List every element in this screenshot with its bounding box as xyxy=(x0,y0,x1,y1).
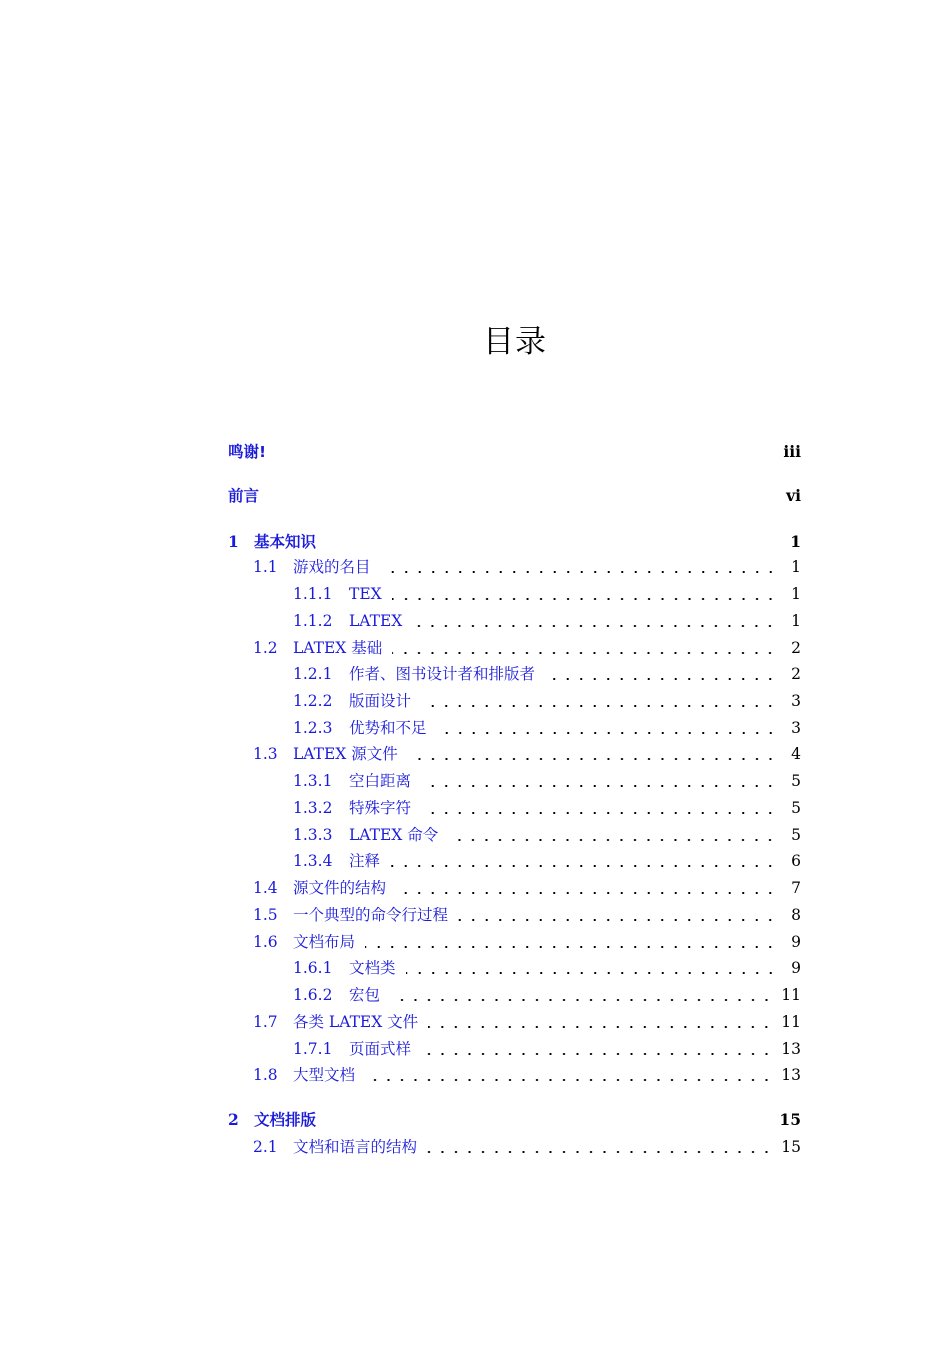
toc-entry[interactable] xyxy=(293,770,801,792)
dot-leader xyxy=(390,865,777,867)
toc-entry-number: 2 xyxy=(228,1110,239,1129)
dot-leader xyxy=(427,1151,773,1153)
toc-page-number: 3 xyxy=(791,719,801,737)
toc-entry[interactable] xyxy=(293,1038,801,1060)
toc-page-number: 2 xyxy=(791,639,801,657)
dot-leader xyxy=(408,758,777,760)
toc-entry-number: 1.2.1 xyxy=(293,665,333,683)
toc-entry-link[interactable]: 一个典型的命令行过程 xyxy=(293,906,449,924)
toc-entry-number: 1.4 xyxy=(253,879,278,897)
toc-entry-link[interactable]: 宏包 xyxy=(349,986,381,1004)
toc-entry-link[interactable]: 前言 xyxy=(228,487,260,505)
toc-entry-link[interactable]: 文档排版 xyxy=(254,1111,317,1129)
toc-entry-number: 1.7.1 xyxy=(293,1040,333,1058)
toc-page-number: 2 xyxy=(791,665,801,683)
toc-entry[interactable] xyxy=(253,904,801,926)
dot-leader xyxy=(365,1079,773,1081)
toc-page-number: 15 xyxy=(781,1138,801,1156)
dot-leader xyxy=(448,839,777,841)
toc-entry-link[interactable]: 版面设计 xyxy=(349,692,412,710)
toc-page-number: 3 xyxy=(791,692,801,710)
toc-page-number: 13 xyxy=(781,1066,801,1084)
toc-entry-link[interactable]: 文档和语言的结构 xyxy=(293,1138,418,1156)
toc-entry-number: 1.1.2 xyxy=(293,612,333,630)
toc-entry[interactable] xyxy=(253,1064,801,1086)
toc-entry[interactable] xyxy=(293,824,801,846)
toc-entry-number: 1.1 xyxy=(253,558,278,576)
toc-page-number: 11 xyxy=(781,1013,801,1031)
toc-entry[interactable] xyxy=(253,637,801,659)
dot-leader xyxy=(428,1026,773,1028)
toc-entry[interactable] xyxy=(228,441,801,463)
dot-leader xyxy=(421,1053,773,1055)
toc-entry-number: 1.3.4 xyxy=(293,852,333,870)
toc-entry-link[interactable]: 文档类 xyxy=(349,959,396,977)
toc-entry[interactable] xyxy=(253,556,801,578)
toc-entry-link[interactable]: 大型文档 xyxy=(293,1066,356,1084)
toc-entry[interactable] xyxy=(293,984,801,1006)
dot-leader xyxy=(365,946,777,948)
toc-entry-number: 1.3 xyxy=(253,745,278,763)
toc-page-number: 4 xyxy=(791,745,801,763)
dot-leader xyxy=(421,705,777,707)
toc-entry[interactable] xyxy=(228,531,801,553)
toc-entry[interactable] xyxy=(293,957,801,979)
dot-leader xyxy=(392,598,777,600)
toc-page-number: 5 xyxy=(791,772,801,790)
dot-leader xyxy=(381,571,777,573)
toc-entry-link[interactable]: LATEX 命令 xyxy=(349,826,439,844)
toc-entry-number: 1.6.1 xyxy=(293,959,333,977)
toc-entry[interactable] xyxy=(293,797,801,819)
dot-leader xyxy=(545,678,777,680)
toc-entry[interactable] xyxy=(253,1011,801,1033)
toc-entry[interactable] xyxy=(253,1136,801,1158)
toc-entry-number: 1.6.2 xyxy=(293,986,333,1004)
dot-leader xyxy=(392,652,777,654)
toc-page-number: 1 xyxy=(791,585,801,603)
dot-leader xyxy=(437,732,777,734)
toc-page-number: 9 xyxy=(791,933,801,951)
toc-entry-link[interactable]: 各类 LATEX 文件 xyxy=(293,1013,419,1031)
toc-entry-link[interactable]: 鸣谢! xyxy=(228,443,267,461)
toc-entry[interactable] xyxy=(253,931,801,953)
toc-entry-number: 1.7 xyxy=(253,1013,278,1031)
toc-entry-link[interactable]: 页面式样 xyxy=(349,1040,412,1058)
page-title: 目录 xyxy=(483,324,547,360)
toc-entry[interactable] xyxy=(253,743,801,765)
toc-page-number: 5 xyxy=(791,826,801,844)
toc-entry-link[interactable]: 基本知识 xyxy=(254,533,317,551)
toc-entry-link[interactable]: 文档布局 xyxy=(293,933,356,951)
toc-entry-number: 1.3.3 xyxy=(293,826,333,844)
toc-entry-link[interactable]: LATEX 基础 xyxy=(293,639,383,657)
toc-entry[interactable] xyxy=(228,485,801,507)
toc-page-number: 11 xyxy=(781,986,801,1004)
toc-page-number: 13 xyxy=(781,1040,801,1058)
toc-page-number: 9 xyxy=(791,959,801,977)
toc-entry[interactable] xyxy=(293,583,801,605)
toc-entry-number: 1.3.1 xyxy=(293,772,333,790)
toc-entry-number: 1.8 xyxy=(253,1066,278,1084)
toc-page-number: 1 xyxy=(791,558,801,576)
dot-leader xyxy=(412,625,777,627)
toc-page-number: 1 xyxy=(790,532,801,551)
toc-entry[interactable] xyxy=(293,850,801,872)
toc-page-number: 6 xyxy=(791,852,801,870)
toc-entry-link[interactable]: 作者、图书设计者和排版者 xyxy=(349,665,536,683)
toc-entry-link[interactable]: 游戏的名目 xyxy=(293,558,371,576)
toc-entry[interactable] xyxy=(293,610,801,632)
toc-entry-number: 1.2.2 xyxy=(293,692,333,710)
toc-entry-link[interactable]: 特殊字符 xyxy=(349,799,412,817)
toc-page-number: vi xyxy=(786,486,801,505)
toc-entry-number: 1.2 xyxy=(253,639,278,657)
toc-page-number: 7 xyxy=(791,879,801,897)
toc-entry-link[interactable]: LATEX xyxy=(349,612,403,630)
dot-leader xyxy=(390,999,773,1001)
toc-entry[interactable] xyxy=(293,690,801,712)
toc-entry-number: 1.5 xyxy=(253,906,278,924)
toc-entry-link[interactable]: TEX xyxy=(349,585,382,603)
dot-leader xyxy=(458,919,777,921)
toc-page-number: 15 xyxy=(779,1110,801,1129)
toc-entry-link[interactable]: 注释 xyxy=(349,852,381,870)
toc-page-number: 5 xyxy=(791,799,801,817)
toc-entry-link[interactable]: 优势和不足 xyxy=(349,719,427,737)
dot-leader xyxy=(396,892,777,894)
toc-entry[interactable] xyxy=(293,663,801,685)
toc-page-number: 1 xyxy=(791,612,801,630)
toc-page-number: iii xyxy=(783,442,801,461)
dot-leader xyxy=(421,785,777,787)
dot-leader xyxy=(421,812,777,814)
toc-entry-number: 1.1.1 xyxy=(293,585,333,603)
toc-entry-number: 1.3.2 xyxy=(293,799,333,817)
toc-entry-number: 2.1 xyxy=(253,1138,278,1156)
toc-entry-link[interactable]: 源文件的结构 xyxy=(293,879,387,897)
toc-entry-number: 1.2.3 xyxy=(293,719,333,737)
toc-entry[interactable] xyxy=(253,877,801,899)
toc-entry[interactable] xyxy=(293,717,801,739)
toc-entry-number: 1 xyxy=(228,532,239,551)
toc-entry-link[interactable]: 空白距离 xyxy=(349,772,412,790)
dot-leader xyxy=(406,972,777,974)
toc-entry[interactable] xyxy=(228,1109,801,1131)
toc-entry-number: 1.6 xyxy=(253,933,278,951)
toc-page-number: 8 xyxy=(791,906,801,924)
toc-entry-link[interactable]: LATEX 源文件 xyxy=(293,745,398,763)
